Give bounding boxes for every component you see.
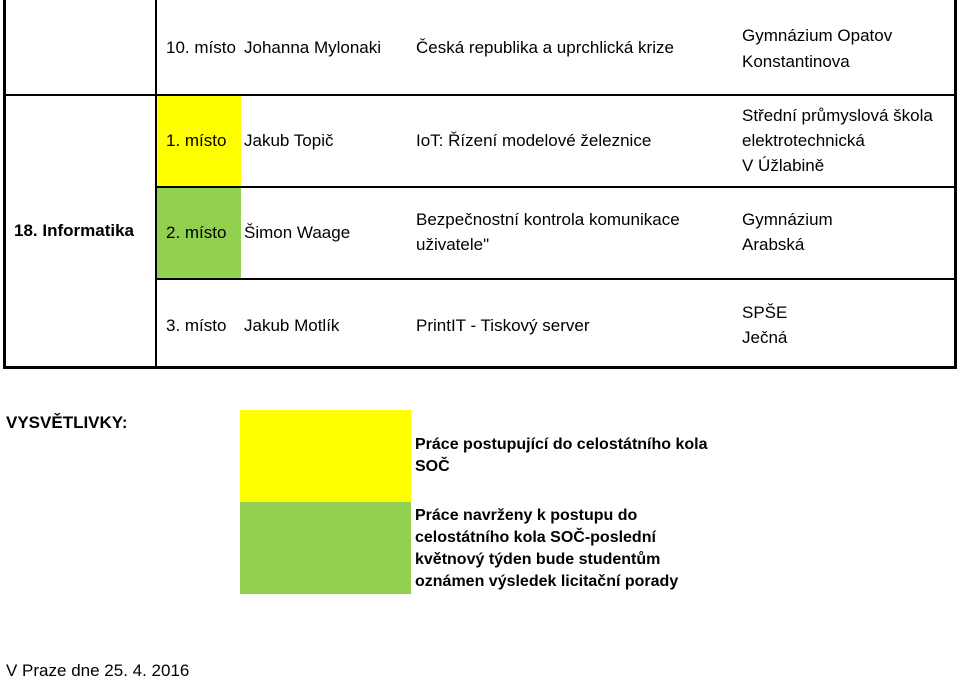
row-divider-1 (3, 94, 957, 96)
school-line: V Úžlabině (742, 156, 825, 175)
legend-text-advance-line: SOČ (415, 458, 450, 475)
row-divider-2 (155, 186, 957, 188)
title-cell: IoT: Řízení modelové železnice (416, 131, 652, 150)
place-cell: 10. místo (166, 38, 236, 57)
school-line: elektrotechnická (742, 131, 865, 150)
title-cell: PrintIT - Tiskový server (416, 316, 590, 335)
category-divider (155, 0, 157, 369)
date-line: V Praze dne 25. 4. 2016 (6, 661, 190, 680)
legend-text-proposed-line: oznámen výsledek licitační porady (415, 573, 679, 590)
school-line: Gymnázium (742, 210, 833, 229)
legend-text-proposed-line: květnový týden bude studentům (415, 551, 661, 568)
school-line: Gymnázium Opatov (742, 26, 893, 45)
place-cell: 3. místo (166, 316, 227, 335)
row-divider-3 (155, 278, 957, 280)
school-line: Ječná (742, 328, 788, 347)
legend-heading: VYSVĚTLIVKY: (6, 413, 128, 432)
school-line: Střední průmyslová škola (742, 106, 933, 125)
title-cell: Česká republika a uprchlická krize (416, 38, 674, 57)
title-line: Bezpečnostní kontrola komunikace (416, 210, 680, 229)
place-cell: 1. místo (166, 131, 227, 150)
title-line: uživatele" (416, 235, 490, 254)
name-cell: Šimon Waage (244, 223, 351, 242)
name-cell: Johanna Mylonaki (244, 38, 382, 57)
legend-swatch-advance (240, 410, 411, 502)
legend-swatch-proposed (240, 502, 411, 594)
school-line: Arabská (742, 235, 805, 254)
legend-text-proposed-line: celostátního kola SOČ-poslední (415, 529, 656, 546)
legend-text-proposed-line: Práce navrženy k postupu do (415, 507, 638, 524)
name-cell: Jakub Topič (244, 131, 334, 150)
category-label: 18. Informatika (14, 221, 134, 240)
name-cell: Jakub Motlík (244, 316, 340, 335)
place-cell: 2. místo (166, 223, 227, 242)
school-line: SPŠE (742, 303, 788, 322)
school-line: Konstantinova (742, 52, 850, 71)
legend-text-advance-line: Práce postupující do celostátního kola (415, 436, 708, 453)
